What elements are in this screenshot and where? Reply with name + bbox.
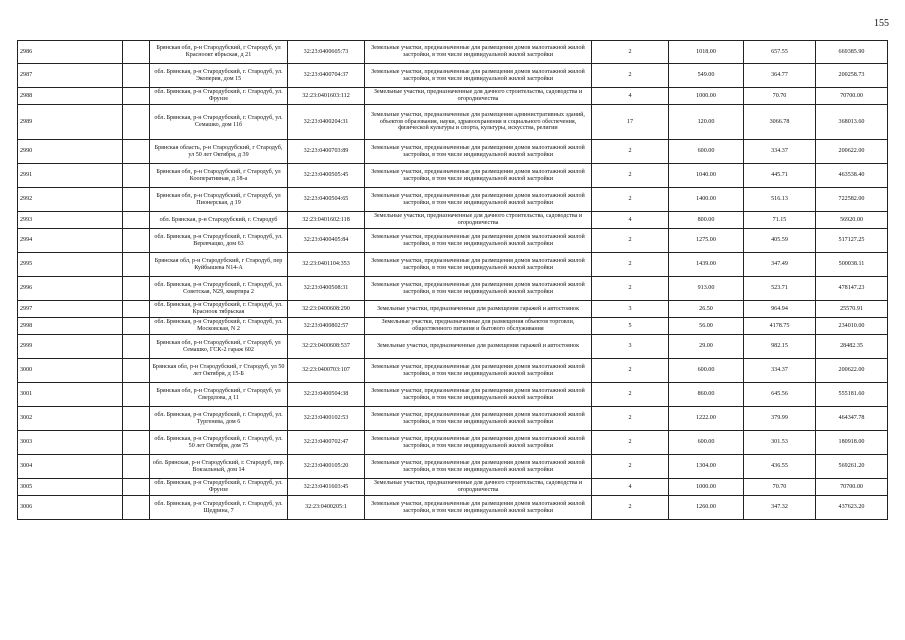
specific-value-cell: 334.37 — [744, 359, 816, 383]
row-number: 3002 — [18, 407, 123, 431]
specific-value-cell: 364.77 — [744, 64, 816, 88]
blank-cell — [123, 64, 150, 88]
specific-value-cell: 71.15 — [744, 212, 816, 229]
blank-cell — [123, 431, 150, 455]
land-use-cell: Земельные участки, предназначенные для размещения гаражей и автостоянок — [365, 335, 592, 359]
cadastral-value-cell: 200622.00 — [816, 140, 888, 164]
address-cell: обл. Брянская, р-н Стародубский, г. Стародуб, пер. Вокзальный, дом 14 — [150, 455, 288, 479]
blank-cell — [123, 496, 150, 520]
table-row — [18, 335, 888, 359]
land-use-cell: Земельные участки, предназначенные для размещения домов малоэтажной жилой застройки, в том числе индивидуальной жилой застройки — [365, 383, 592, 407]
row-number: 3006 — [18, 496, 123, 520]
specific-value-cell: 3066.78 — [744, 105, 816, 140]
address-cell: обл. Брянская, р-н Стародубский, г. Стародуб, ул. Экоперия, дом 15 — [150, 64, 288, 88]
address-cell: Брянская обл, р-н Стародубский, г Стародуб, ул Свердлова, д 11 — [150, 383, 288, 407]
cadastral-number-cell: 32:23:0400105:20 — [288, 455, 365, 479]
land-use-cell: Земельные участки, предназначенные для размещения домов малоэтажной жилой застройки, в том числе индивидуальной жилой застройки — [365, 64, 592, 88]
row-number: 2988 — [18, 88, 123, 105]
cadastral-value-cell: 569261.20 — [816, 455, 888, 479]
cadastral-value-cell: 56920.00 — [816, 212, 888, 229]
specific-value-cell: 347.49 — [744, 253, 816, 277]
row-number: 2993 — [18, 212, 123, 229]
table-row — [18, 212, 888, 229]
table-row — [18, 277, 888, 301]
row-number: 2999 — [18, 335, 123, 359]
land-use-cell: Земельные участки, предназначенные для размещения домов малоэтажной жилой застройки, в том числе индивидуальной жилой застройки — [365, 140, 592, 164]
land-registry-table — [17, 40, 888, 520]
table-row — [18, 301, 888, 318]
specific-value-cell: 982.15 — [744, 335, 816, 359]
group-number-cell: 3 — [592, 301, 669, 318]
cadastral-value-cell: 464347.78 — [816, 407, 888, 431]
blank-cell — [123, 140, 150, 164]
land-use-cell: Земельные участки, предназначенные для размещения домов малоэтажной жилой застройки, в том числе индивидуальной жилой застройки — [365, 253, 592, 277]
blank-cell — [123, 188, 150, 212]
table-row — [18, 253, 888, 277]
row-number: 2990 — [18, 140, 123, 164]
row-number: 2991 — [18, 164, 123, 188]
cadastral-value-cell: 180918.00 — [816, 431, 888, 455]
cadastral-value-cell: 368013.60 — [816, 105, 888, 140]
blank-cell — [123, 105, 150, 140]
table-row — [18, 41, 888, 64]
row-number: 3003 — [18, 431, 123, 455]
table-row — [18, 229, 888, 253]
cadastral-number-cell: 32:23:0401603:112 — [288, 88, 365, 105]
group-number-cell: 2 — [592, 455, 669, 479]
blank-cell — [123, 479, 150, 496]
group-number-cell: 2 — [592, 407, 669, 431]
area-cell: 29.00 — [669, 335, 744, 359]
specific-value-cell: 516.13 — [744, 188, 816, 212]
address-cell: обл. Брянская, р-н Стародубский, г. Стародуб, ул. Фрунзе — [150, 88, 288, 105]
area-cell: 1000.00 — [669, 88, 744, 105]
row-number: 2995 — [18, 253, 123, 277]
blank-cell — [123, 301, 150, 318]
cadastral-value-cell: 478147.23 — [816, 277, 888, 301]
group-number-cell: 2 — [592, 64, 669, 88]
table-body — [18, 41, 888, 520]
cadastral-value-cell: 70700.00 — [816, 88, 888, 105]
address-cell: Брянская обл, р-н Стародубский, г Стародуб, ул Семашко, ГСК-2 гараж 602 — [150, 335, 288, 359]
row-number: 2998 — [18, 318, 123, 335]
blank-cell — [123, 229, 150, 253]
cadastral-number-cell: 32:23:0400608:537 — [288, 335, 365, 359]
address-cell: обл. Брянская, р-н Стародубский, г. Стародуб, ул. Фрунзе — [150, 479, 288, 496]
cadastral-value-cell: 28482.35 — [816, 335, 888, 359]
group-number-cell: 4 — [592, 479, 669, 496]
cadastral-value-cell: 200622.00 — [816, 359, 888, 383]
group-number-cell: 2 — [592, 431, 669, 455]
table-row — [18, 431, 888, 455]
group-number-cell: 2 — [592, 383, 669, 407]
blank-cell — [123, 359, 150, 383]
specific-value-cell: 657.55 — [744, 41, 816, 64]
group-number-cell: 2 — [592, 41, 669, 64]
area-cell: 549.00 — [669, 64, 744, 88]
row-number: 2986 — [18, 41, 123, 64]
area-cell: 800.00 — [669, 212, 744, 229]
blank-cell — [123, 41, 150, 64]
area-cell: 1018.00 — [669, 41, 744, 64]
address-cell: обл. Брянская, р-н Стародубский, г. Стародуб — [150, 212, 288, 229]
group-number-cell: 5 — [592, 318, 669, 335]
land-use-cell: Земельные участки, предназначенные для размещения домов малоэтажной жилой застройки, в том числе индивидуальной жилой застройки — [365, 277, 592, 301]
specific-value-cell: 301.53 — [744, 431, 816, 455]
specific-value-cell: 645.56 — [744, 383, 816, 407]
blank-cell — [123, 88, 150, 105]
cadastral-number-cell: 32:23:0400802:57 — [288, 318, 365, 335]
area-cell: 1040.00 — [669, 164, 744, 188]
table-row — [18, 164, 888, 188]
land-use-cell: Земельные участки, предназначенные для размещения домов малоэтажной жилой застройки, в том числе индивидуальной жилой застройки — [365, 229, 592, 253]
area-cell: 1222.00 — [669, 407, 744, 431]
address-cell: Брянская обл, р-н Стародубский, г Стародуб, ул 50 лет Октября, д 15-Б — [150, 359, 288, 383]
group-number-cell: 4 — [592, 88, 669, 105]
specific-value-cell: 405.59 — [744, 229, 816, 253]
blank-cell — [123, 253, 150, 277]
cadastral-value-cell: 722582.00 — [816, 188, 888, 212]
table-row — [18, 359, 888, 383]
cadastral-number-cell: 32:23:0401603:45 — [288, 479, 365, 496]
row-number: 3001 — [18, 383, 123, 407]
area-cell: 600.00 — [669, 140, 744, 164]
area-cell: 913.00 — [669, 277, 744, 301]
address-cell: Брянская обл, р-н Стародубский, г Стародуб, ул Красноокт ябрьская, д 21 — [150, 41, 288, 64]
land-use-cell: Земельные участки, предназначенные для размещения домов малоэтажной жилой застройки, в том числе индивидуальной жилой застройки — [365, 407, 592, 431]
row-number: 2992 — [18, 188, 123, 212]
group-number-cell: 2 — [592, 229, 669, 253]
land-use-cell: Земельные участки, предназначенные для размещения домов малоэтажной жилой застройки, в том числе индивидуальной жилой застройки — [365, 188, 592, 212]
specific-value-cell: 347.32 — [744, 496, 816, 520]
group-number-cell: 4 — [592, 212, 669, 229]
area-cell: 1000.00 — [669, 479, 744, 496]
area-cell: 600.00 — [669, 359, 744, 383]
group-number-cell: 2 — [592, 188, 669, 212]
blank-cell — [123, 318, 150, 335]
area-cell: 600.00 — [669, 431, 744, 455]
address-cell: Брянская обл, р-н Стародубский, г Стародуб, ул Кооперативная, д 18-а — [150, 164, 288, 188]
cadastral-value-cell: 200258.73 — [816, 64, 888, 88]
cadastral-value-cell: 500038.11 — [816, 253, 888, 277]
row-number: 3000 — [18, 359, 123, 383]
cadastral-number-cell: 32:23:0400703:107 — [288, 359, 365, 383]
land-use-cell: Земельные участки, предназначенные для размещения домов малоэтажной жилой застройки, в том числе индивидуальной жилой застройки — [365, 164, 592, 188]
area-cell: 1400.00 — [669, 188, 744, 212]
specific-value-cell: 445.71 — [744, 164, 816, 188]
land-use-cell: Земельные участки, предназначенные для дачного строительства, садоводства и огородничества — [365, 479, 592, 496]
page-number: 155 — [874, 18, 889, 29]
land-use-cell: Земельные участки, предназначенные для размещения домов малоэтажной жилой застройки, в том числе индивидуальной жилой застройки — [365, 431, 592, 455]
address-cell: обл. Брянская, р-н Стародубский, г. Стародуб, ул. Московская, N 2 — [150, 318, 288, 335]
row-number: 3004 — [18, 455, 123, 479]
cadastral-number-cell: 32:23:0400608:290 — [288, 301, 365, 318]
cadastral-number-cell: 32:23:0400405:84 — [288, 229, 365, 253]
address-cell: Брянская обл, р-н Стародубский, г Стародуб, пер Куйбышева N14-А — [150, 253, 288, 277]
land-use-cell: Земельные участки, предназначенные для размещения гаражей и автостоянок — [365, 301, 592, 318]
area-cell: 1439.00 — [669, 253, 744, 277]
row-number: 3005 — [18, 479, 123, 496]
group-number-cell: 3 — [592, 335, 669, 359]
cadastral-number-cell: 32:23:0400703:89 — [288, 140, 365, 164]
row-number: 2997 — [18, 301, 123, 318]
specific-value-cell: 70.70 — [744, 479, 816, 496]
row-number: 2996 — [18, 277, 123, 301]
address-cell: Брянская обл, р-н Стародубский, г Стародуб, ул Пионерская, д 19 — [150, 188, 288, 212]
specific-value-cell: 334.37 — [744, 140, 816, 164]
address-cell: обл. Брянская, р-н Стародубский, г. Стародуб, ул. Тургенева, дом 6 — [150, 407, 288, 431]
blank-cell — [123, 277, 150, 301]
address-cell: обл. Брянская, р-н Стародубский, г. Стародуб, ул. 50 лет Октября, дом 75 — [150, 431, 288, 455]
specific-value-cell: 70.70 — [744, 88, 816, 105]
blank-cell — [123, 212, 150, 229]
area-cell: 56.00 — [669, 318, 744, 335]
cadastral-value-cell: 463538.40 — [816, 164, 888, 188]
area-cell: 26.50 — [669, 301, 744, 318]
table-row — [18, 88, 888, 105]
blank-cell — [123, 455, 150, 479]
address-cell: обл. Брянская, р-н Стародубский, г. Стародуб, ул. Советская, N29, квартира 2 — [150, 277, 288, 301]
blank-cell — [123, 383, 150, 407]
cadastral-value-cell: 25570.91 — [816, 301, 888, 318]
table-row — [18, 383, 888, 407]
land-use-cell: Земельные участки, предназначенные для размещения домов малоэтажной жилой застройки, в том числе индивидуальной жилой застройки — [365, 41, 592, 64]
group-number-cell: 2 — [592, 253, 669, 277]
row-number: 2987 — [18, 64, 123, 88]
area-cell: 860.00 — [669, 383, 744, 407]
group-number-cell: 17 — [592, 105, 669, 140]
table-row — [18, 318, 888, 335]
area-cell: 1275.00 — [669, 229, 744, 253]
table-row — [18, 479, 888, 496]
group-number-cell: 2 — [592, 277, 669, 301]
cadastral-value-cell: 234010.00 — [816, 318, 888, 335]
table-row — [18, 188, 888, 212]
cadastral-number-cell: 32:23:0400605:73 — [288, 41, 365, 64]
blank-cell — [123, 407, 150, 431]
land-use-cell: Земельные участки, предназначенные для размещения объектов торговли, общественного питания и бытового обслуживания — [365, 318, 592, 335]
area-cell: 1260.00 — [669, 496, 744, 520]
table-row — [18, 105, 888, 140]
cadastral-number-cell: 32:23:0401602:118 — [288, 212, 365, 229]
group-number-cell: 2 — [592, 164, 669, 188]
cadastral-number-cell: 32:23:0400205:1 — [288, 496, 365, 520]
specific-value-cell: 523.71 — [744, 277, 816, 301]
address-cell: обл. Брянская, р-н Стародубский, г. Стародуб, ул. Семашко, дом 11б — [150, 105, 288, 140]
group-number-cell: 2 — [592, 359, 669, 383]
cadastral-number-cell: 32:23:0400704:37 — [288, 64, 365, 88]
cadastral-number-cell: 32:23:0400204:31 — [288, 105, 365, 140]
cadastral-value-cell: 70700.00 — [816, 479, 888, 496]
land-use-cell: Земельные участки, предназначенные для дачного строительства, садоводства и огородничества — [365, 212, 592, 229]
cadastral-value-cell: 669385.90 — [816, 41, 888, 64]
group-number-cell: 2 — [592, 140, 669, 164]
cadastral-number-cell: 32:23:0400102:53 — [288, 407, 365, 431]
cadastral-number-cell: 32:23:0400508:31 — [288, 277, 365, 301]
row-number: 2989 — [18, 105, 123, 140]
address-cell: обл. Брянская, р-н Стародубский, г. Стародуб, ул. Веревчацко, дом 63 — [150, 229, 288, 253]
table-row — [18, 455, 888, 479]
cadastral-value-cell: 555181.60 — [816, 383, 888, 407]
cadastral-number-cell: 32:23:0400504:38 — [288, 383, 365, 407]
specific-value-cell: 436.55 — [744, 455, 816, 479]
table-row — [18, 496, 888, 520]
land-use-cell: Земельные участки, предназначенные для размещения домов малоэтажной жилой застройки, в том числе индивидуальной жилой застройки — [365, 455, 592, 479]
area-cell: 120.00 — [669, 105, 744, 140]
area-cell: 1304.00 — [669, 455, 744, 479]
address-cell: обл. Брянская, р-н Стародубский, г. Стародуб, ул. Щедрина, 7 — [150, 496, 288, 520]
blank-cell — [123, 164, 150, 188]
table-row — [18, 140, 888, 164]
row-number: 2994 — [18, 229, 123, 253]
cadastral-number-cell: 32:23:0400505:45 — [288, 164, 365, 188]
land-use-cell: Земельные участки, предназначенные для размещения административных зданий, объектов образования, науки, здравоохранения и социального обеспечения, физической культуры и спорта, культуры, искусства, религии — [365, 105, 592, 140]
cadastral-number-cell: 32:23:0401104:353 — [288, 253, 365, 277]
cadastral-number-cell: 32:23:0400702:47 — [288, 431, 365, 455]
specific-value-cell: 4178.75 — [744, 318, 816, 335]
land-use-cell: Земельные участки, предназначенные для дачного строительства, садоводства и огородничества — [365, 88, 592, 105]
table-row — [18, 407, 888, 431]
address-cell: Брянская область, р-н Стародубский, г Стародуб, ул 50 лет Октября, д 39 — [150, 140, 288, 164]
group-number-cell: 2 — [592, 496, 669, 520]
specific-value-cell: 964.94 — [744, 301, 816, 318]
cadastral-value-cell: 517127.25 — [816, 229, 888, 253]
cadastral-value-cell: 437623.20 — [816, 496, 888, 520]
cadastral-number-cell: 32:23:0400504:65 — [288, 188, 365, 212]
table-row — [18, 64, 888, 88]
land-use-cell: Земельные участки, предназначенные для размещения домов малоэтажной жилой застройки, в том числе индивидуальной жилой застройки — [365, 359, 592, 383]
land-use-cell: Земельные участки, предназначенные для размещения домов малоэтажной жилой застройки, в том числе индивидуальной жилой застройки — [365, 496, 592, 520]
address-cell: обл. Брянская, р-н Стародубский, г. Стародуб, ул. Красноок тябрьская — [150, 301, 288, 318]
specific-value-cell: 379.99 — [744, 407, 816, 431]
blank-cell — [123, 335, 150, 359]
